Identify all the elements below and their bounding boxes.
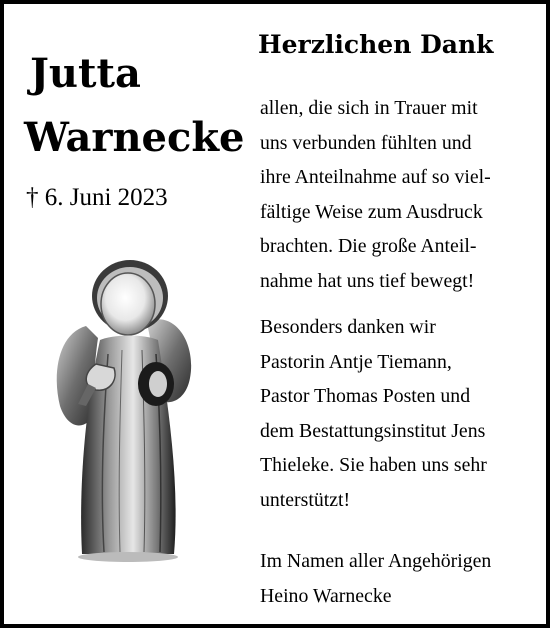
text-line: fältige Weise zum Ausdruck xyxy=(260,200,483,223)
text-line: Pastor Thomas Posten und xyxy=(260,385,471,407)
angel-figurine-icon xyxy=(48,254,198,564)
text-line: Pastorin Antje Tiemann, xyxy=(260,350,452,373)
heading: Herzlichen Dank xyxy=(258,30,494,59)
text-line: unterstützt! xyxy=(260,488,351,511)
text-line: Besonders danken wir xyxy=(260,316,436,338)
text-line: Thieleke. Sie haben uns sehr xyxy=(260,454,487,476)
signature xyxy=(260,544,546,613)
death-date: † 6. Juni 2023 xyxy=(26,184,168,211)
deceased-first-name: Jutta xyxy=(30,50,141,97)
text-line: nahme hat uns tief bewegt! xyxy=(260,269,475,292)
text-line: dem Bestattungsinstitut Jens xyxy=(260,419,486,442)
signature-name: Heino Warnecke xyxy=(260,584,392,607)
deceased-last-name: Warnecke xyxy=(24,114,245,161)
signature-line: Im Namen aller Angehörigen xyxy=(260,550,492,572)
special-thanks-paragraph xyxy=(260,310,546,517)
text-line: brachten. Die große Anteil- xyxy=(260,235,477,257)
text-line: ihre Anteilnahme auf so viel- xyxy=(260,166,491,188)
text-line: allen, die sich in Trauer mit xyxy=(260,97,478,119)
text-line: uns verbunden fühlten und xyxy=(260,131,472,154)
thanks-paragraph xyxy=(260,91,546,298)
